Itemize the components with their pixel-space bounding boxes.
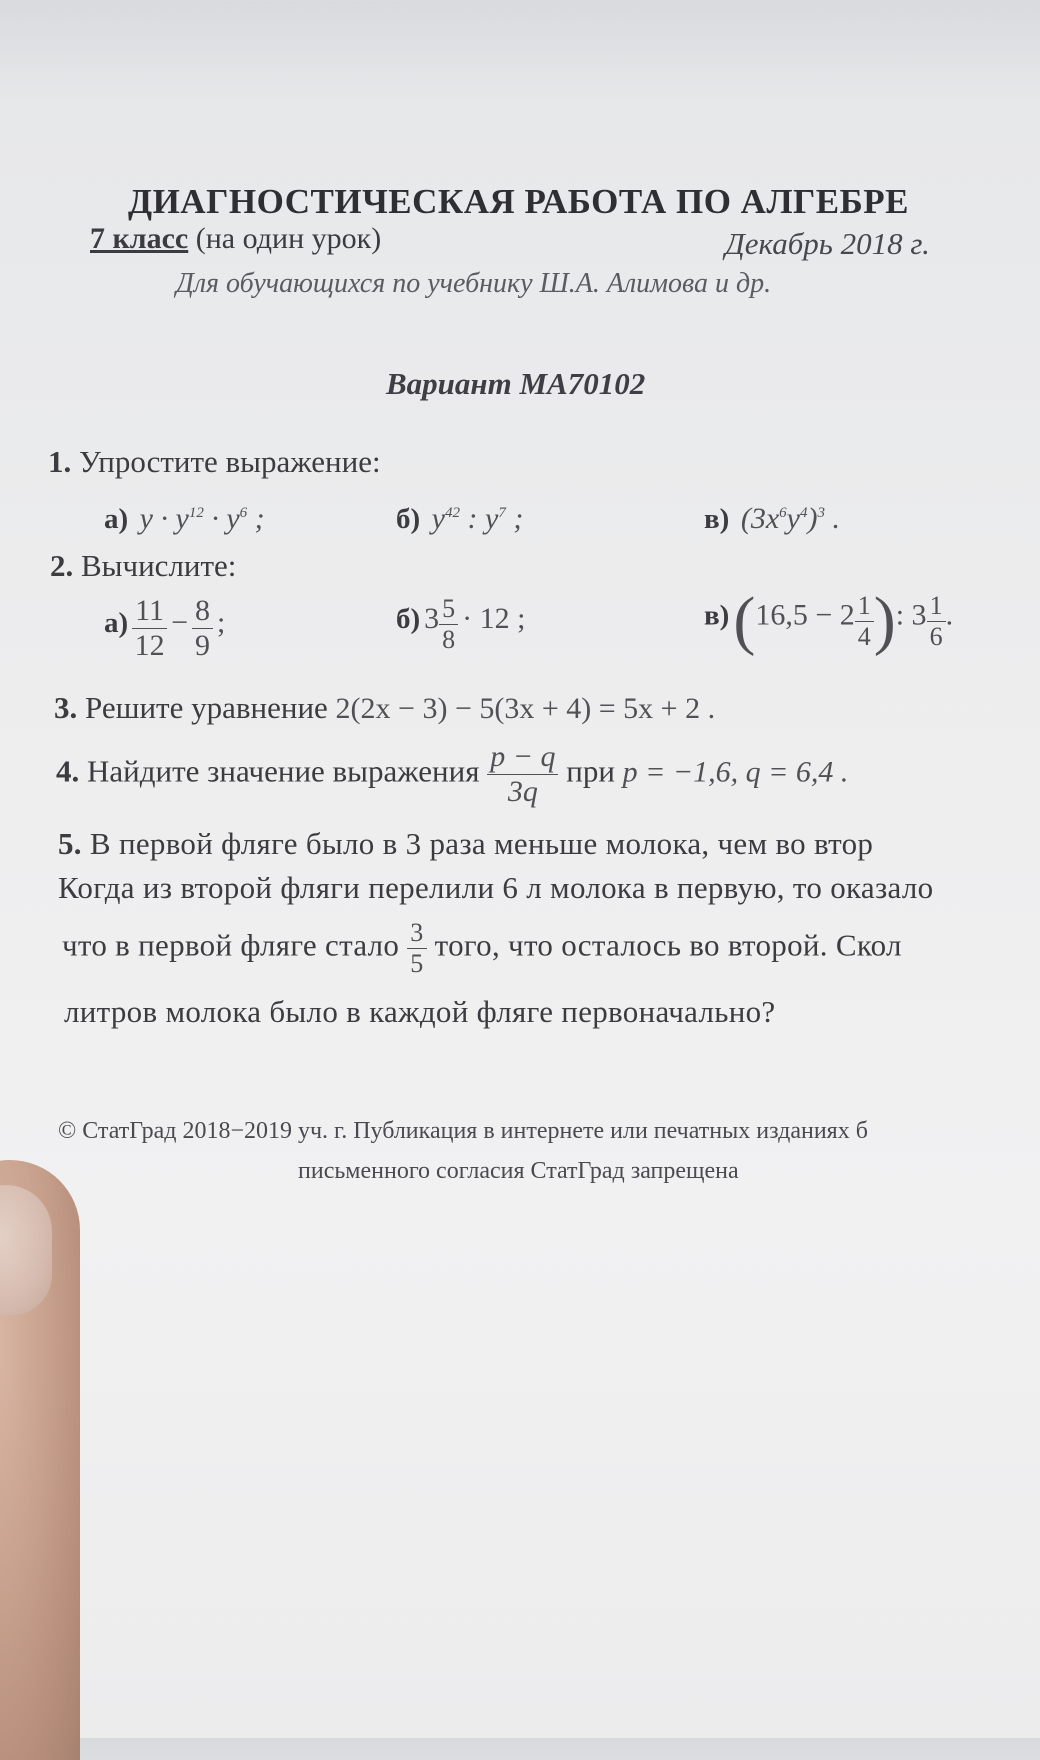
copyright-line-2: письменного согласия СтатГрад запрещена (298, 1158, 739, 1184)
task-5-line-2: Когда из второй фляги перелили 6 л молока в первую, то оказало (58, 870, 934, 905)
task-5-line-3 (62, 918, 902, 979)
page-title: ДИАГНОСТИЧЕСКАЯ РАБОТА ПО АЛГЕБРЕ (128, 182, 910, 221)
semicolon: ; (216, 606, 226, 640)
task-4-values: p = −1,6, q = 6,4 . (622, 755, 849, 789)
task-4-text: Найдите значение выражения (87, 753, 480, 789)
variant-code: Вариант МА70102 (386, 366, 646, 401)
exam-date: Декабрь 2018 г. (725, 226, 930, 261)
task-4-when: при (566, 753, 615, 789)
task-2-text: Вычислите: (81, 548, 237, 583)
task-4 (56, 740, 848, 809)
task-2b-whole: 3 (424, 602, 440, 636)
task-2a-label: а) (104, 607, 129, 640)
task-1-heading (48, 444, 381, 480)
task-2c-fraction-1: $\frac{1}{4}$ (855, 591, 874, 652)
task-2c-colon: : 3 (895, 598, 927, 632)
task-1b (396, 502, 523, 536)
task-3-text: Решите уравнение (85, 690, 328, 725)
task-1b-label: б) (396, 503, 421, 535)
task-3-equation: 2(2x − 3) − 5(3x + 4) = 5x + 2 . (335, 692, 716, 725)
task-1-text: Упростите выражение: (79, 444, 381, 479)
task-2b-label: б) (396, 603, 421, 636)
task-5-line-4: литров молока было в каждой фляге первоначально? (64, 994, 776, 1029)
task-5-text-1: В первой фляге было в 3 раза меньше молока, чем во втор (89, 826, 874, 861)
grade-line (90, 222, 381, 256)
task-1c-expression: $(3x^6y^4)^3$ . (733, 502, 840, 535)
task-1a-label: а) (104, 503, 129, 535)
task-1c-label: в) (704, 503, 730, 535)
task-1-number: 1. (48, 444, 72, 479)
task-2c-fraction-2: $\frac{1}{6}$ (927, 591, 946, 652)
task-2c-label: в) (704, 599, 730, 632)
task-2c-inner: 16,5 − 2 (755, 598, 855, 632)
task-2c (704, 584, 954, 657)
lesson-note: (на один урок) (188, 222, 382, 255)
task-2a-fraction-1: $\frac{11}{12}$ (132, 594, 167, 663)
grade-label: 7 класс (90, 222, 189, 255)
task-3 (54, 690, 715, 726)
task-5-text-3a: что в первой фляге стало (62, 927, 400, 963)
copyright-line-1: © СтатГрад 2018−2019 уч. г. Публикация в интернете или печатных изданиях б (58, 1118, 868, 1144)
textbook-note: Для обучающихся по учебнику Ш.А. Алимова и др. (176, 268, 772, 299)
thumbnail-image (0, 1185, 52, 1315)
task-1c (704, 502, 840, 536)
task-2b (396, 594, 526, 655)
task-1a (104, 502, 265, 536)
task-2-number: 2. (50, 548, 74, 583)
task-5-number: 5. (58, 826, 82, 861)
task-2a (104, 594, 225, 663)
task-3-number: 3. (54, 690, 78, 725)
close-paren: ) (873, 584, 896, 657)
task-1b-expression: $y^{42}$ : $y^7$ ; (424, 502, 524, 535)
task-2-heading (50, 548, 236, 584)
task-2a-fraction-2: $\frac{8}{9}$ (192, 594, 213, 663)
task-2b-fraction: $\frac{5}{8}$ (439, 594, 458, 655)
task-4-number: 4. (56, 753, 80, 789)
open-paren: ( (733, 584, 756, 657)
task-5-fraction: $\frac{3}{5}$ (407, 918, 426, 979)
task-5-line-1 (58, 826, 873, 862)
task-4-fraction: $\frac{p - q}{3q}$ (487, 740, 558, 809)
minus-sign: − (171, 606, 188, 640)
task-2b-rest: · 12 ; (462, 602, 526, 636)
period: . (945, 598, 954, 632)
task-5-text-3b: того, что осталось во второй. Скол (434, 927, 902, 963)
task-1a-expression: $y \cdot y^{12} \cdot y^6$ ; (132, 502, 265, 535)
